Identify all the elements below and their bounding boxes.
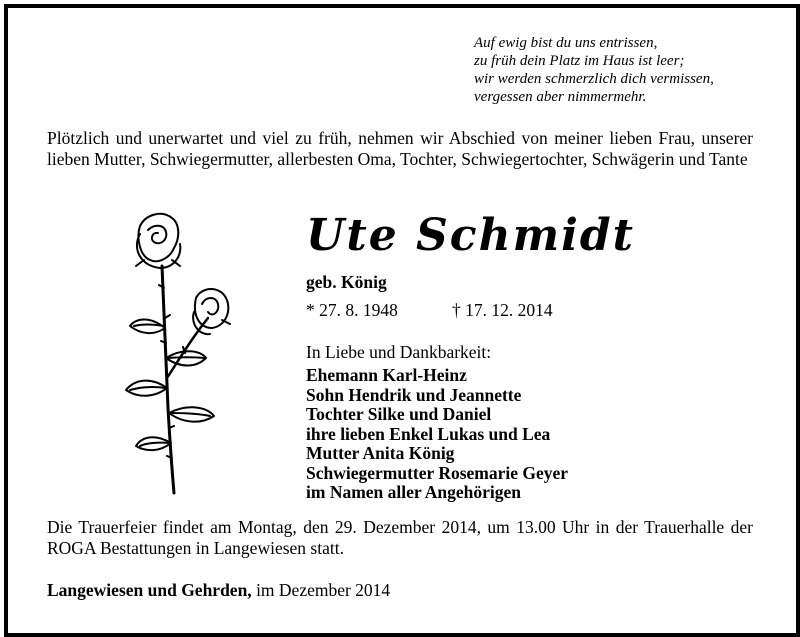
signoff: [47, 580, 390, 601]
gratitude-line: In Liebe und Dankbarkeit:: [306, 342, 492, 362]
poem-line: wir werden schmerzlich dich vermissen,: [474, 71, 714, 87]
memorial-poem: [474, 34, 714, 106]
mourner-line: Mutter Anita König: [306, 443, 455, 463]
birth-date: * 27. 8. 1948: [306, 300, 398, 320]
mourner-line: Ehemann Karl-Heinz: [306, 365, 467, 385]
mourners-list: [306, 366, 568, 503]
deceased-name: Ute Schmidt: [306, 210, 635, 261]
funeral-notice: Die Trauerfeier findet am Montag, den 29. Dezember 2014, um 13.00 Uhr in der Trauerhalle der ROGA Bestattungen in Langewiesen statt.: [47, 517, 753, 558]
mourner-line: ihre lieben Enkel Lukas und Lea: [306, 423, 551, 444]
mourner-line: Tochter Silke und Daniel: [306, 404, 492, 424]
poem-line: zu früh dein Platz im Haus ist leer;: [474, 53, 685, 69]
rose-drawing: [110, 208, 250, 498]
intro-text: Plötzlich und unerwartet und viel zu früh, nehmen wir Abschied von meiner lieben Frau, unserer lieben Mutter, Schwiegermutter, allerbesten Oma, Tochter, Schwiegertochter, Schwägerin und Tante: [47, 128, 753, 169]
signoff-places: Langewiesen und Gehrden,: [47, 580, 252, 600]
mourner-line: im Namen aller Angehörigen: [306, 482, 522, 502]
signoff-date: im Dezember 2014: [251, 580, 391, 600]
poem-line: Auf ewig bist du uns entrissen,: [474, 35, 658, 51]
mourner-line: Schwiegermutter Rosemarie Geyer: [306, 462, 569, 483]
poem-line: vergessen aber nimmermehr.: [474, 89, 647, 105]
maiden-name: geb. König: [306, 272, 387, 292]
mourner-line: Sohn Hendrik und Jeannette: [306, 384, 522, 405]
death-date: † 17. 12. 2014: [452, 300, 553, 320]
